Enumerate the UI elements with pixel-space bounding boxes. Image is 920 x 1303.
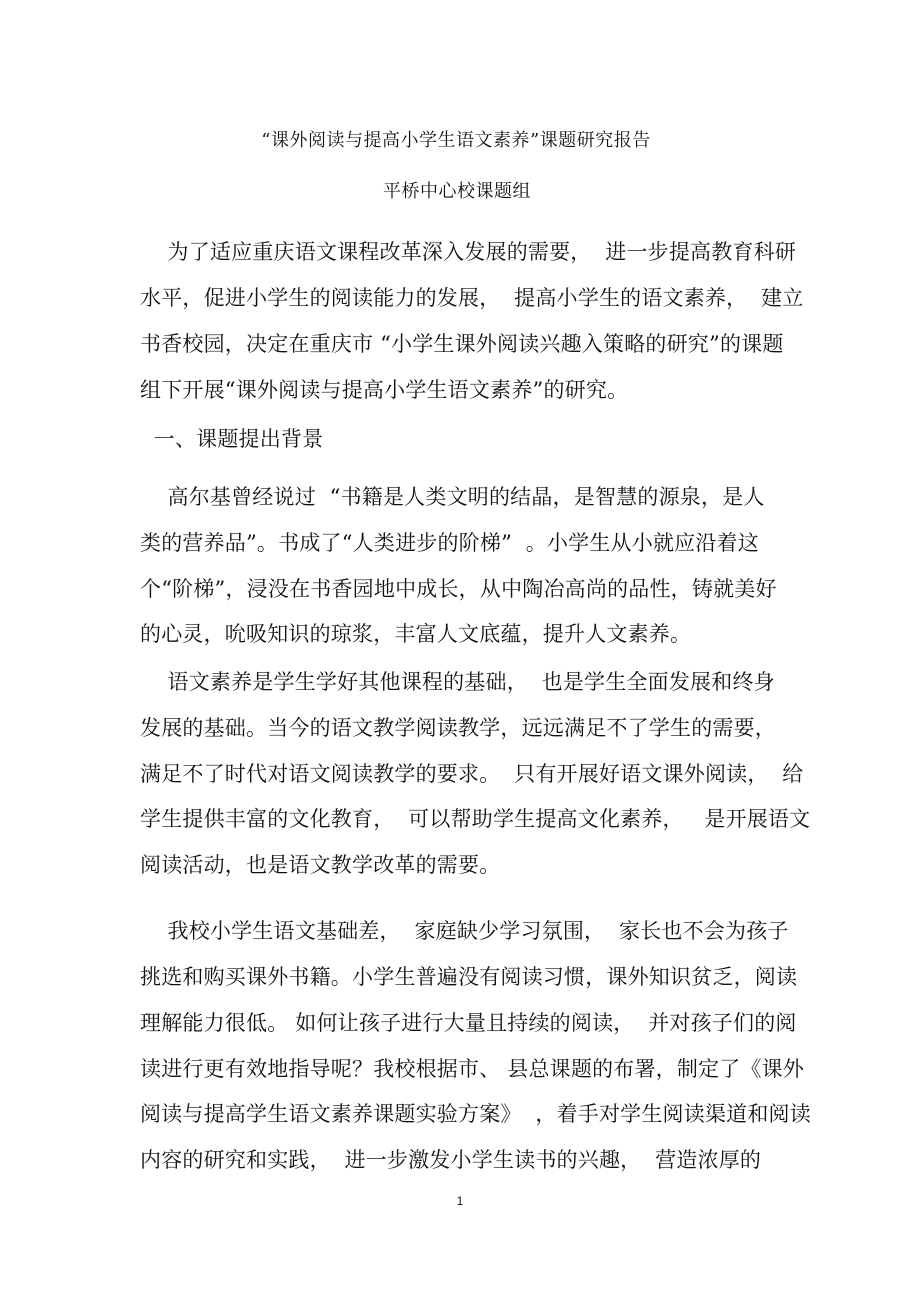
body-line: 发展的基础。当今的语文教学阅读教学，远远满足不了学生的需要， — [140, 716, 776, 740]
document-title: “课外阅读与提高小学生语文素养”课题研究报告 — [261, 130, 651, 151]
body-line: 为了适应重庆语文课程改革深入发展的需要， 进一步提高教育科研 — [140, 240, 797, 264]
body-line: 我校小学生语文基础差， 家庭缺少学习氛围， 家长也不会为孩子 — [140, 919, 789, 943]
page-number: 1 — [456, 1194, 464, 1208]
body-line: 组下开展“课外阅读与提高小学生语文素养”的研究。 — [140, 378, 629, 402]
body-line: 类的营养品”。书成了“人类进步的阶梯” 。小学生从小就应沿着这 — [140, 531, 759, 555]
body-line: 高尔基曾经说过 “书籍是人类文明的结晶，是智慧的源泉，是人 — [140, 485, 765, 509]
body-line: 书香校园，决定在重庆市 “小学生课外阅读兴趣入策略的研究”的课题 — [140, 332, 784, 356]
body-line: 阅读活动，也是语文教学改革的需要。 — [140, 853, 501, 877]
body-line: 满足不了时代对语文阅读教学的要求。 只有开展好语文课外阅读， 给 — [140, 762, 804, 786]
body-line: 内容的研究和实践， 进一步激发小学生读书的兴趣， 营造浓厚的 — [140, 1148, 762, 1172]
document-subtitle: 平桥中心校课题组 — [383, 181, 531, 202]
body-line: 水平，促进小学生的阅读能力的发展， 提高小学生的语文素养， 建立 — [140, 286, 804, 310]
body-line: 语文素养是学生学好其他课程的基础， 也是学生全面发展和终身 — [140, 670, 775, 694]
body-line: 挑选和购买课外书籍。小学生普遍没有阅读习惯，课外知识贫乏，阅读 — [140, 965, 798, 989]
body-line: 个“阶梯”，浸没在书香园地中成长，从中陶冶高尚的品性，铸就美好 — [140, 577, 777, 601]
body-line: 阅读与提高学生语文素养课题实验方案》 ，着手对学生阅读渠道和阅读 — [140, 1102, 811, 1126]
body-line: 理解能力很低。 如何让孩子进行大量且持续的阅读， 并对孩子们的阅 — [140, 1011, 797, 1035]
section-heading: 一、课题提出背景 — [140, 427, 324, 451]
body-line: 的心灵，吮吸知识的琼浆，丰富人文底蕴，提升人文素养。 — [140, 622, 692, 646]
body-line: 读进行更有效地指导呢？我校根据市、 县总课题的布署，制定了《课外 — [140, 1057, 805, 1081]
body-line: 学生提供丰富的文化教育， 可以帮助学生提高文化素养， 是开展语文 — [140, 807, 811, 831]
